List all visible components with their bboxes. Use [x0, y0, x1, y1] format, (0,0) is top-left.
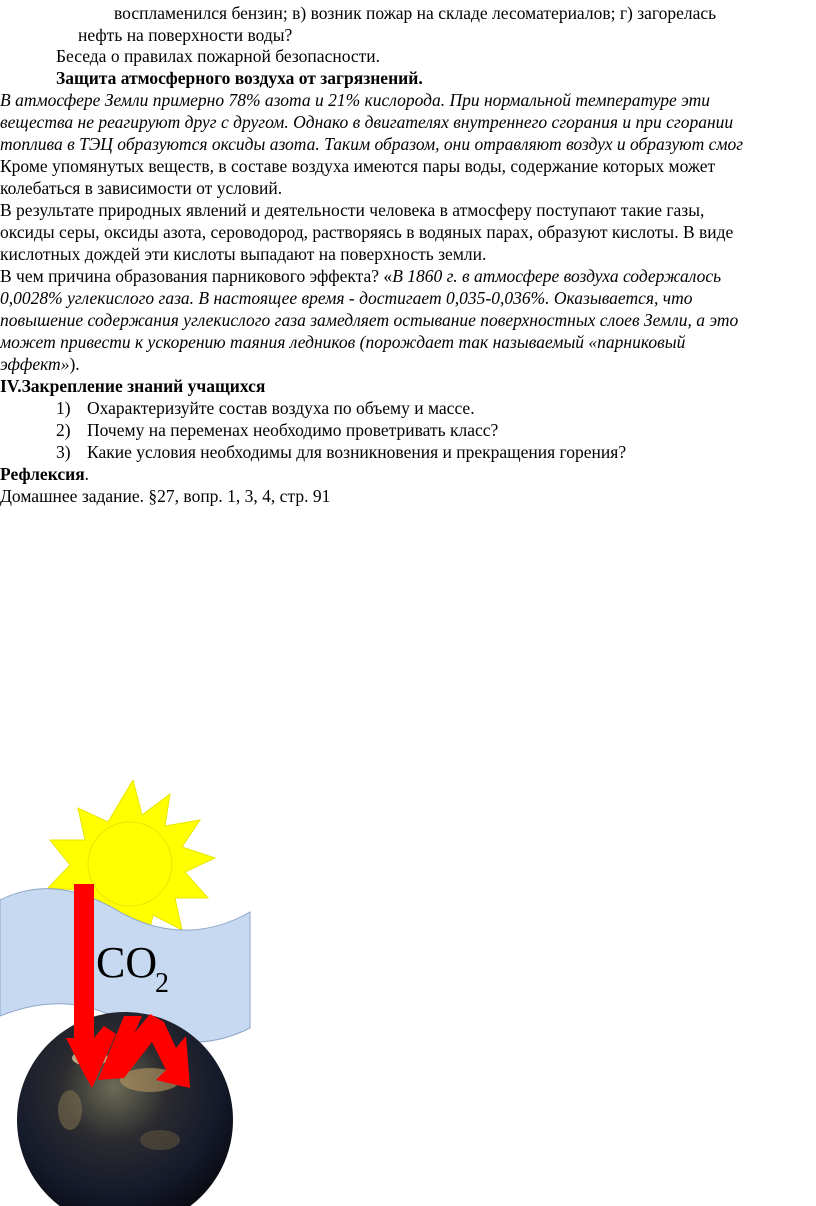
reflection-line [0, 463, 89, 485]
paragraph-greenhouse-line-4: может привести к ускорению таяния ледников (порождает так называемый «парниковый [0, 332, 686, 352]
heading-reinforcement: IV.Закрепление знаний учащихся [0, 376, 266, 396]
paragraph-greenhouse-line-5 [0, 353, 80, 375]
greenhouse-quote-end: эффект» [0, 354, 70, 374]
paragraph-atmosphere-line-1: В атмосфере Земли примерно 78% азота и 21% кислорода. При нормальной температуре эти [0, 90, 711, 110]
paragraph-greenhouse-line-1 [0, 265, 721, 287]
reflection-label: Рефлексия [0, 464, 85, 484]
reflection-dot: . [84, 464, 90, 484]
question-2: Почему на переменах необходимо проветривать класс? [87, 420, 499, 440]
co2-text: CO [96, 938, 158, 987]
paragraph-acid-rain-line-3: кислотных дождей эти кислоты выпадают на поверхность земли. [0, 244, 487, 264]
question-number-1: 1) [56, 398, 71, 418]
paragraph-atmosphere-line-3: топлива в ТЭЦ образуются оксиды азота. Таким образом, они отравляют воздух и образуют смог [0, 134, 744, 154]
text-line-fire-cases: воспламенился бензин; в) возник пожар на складе лесоматериалов; г) загорелась [114, 3, 717, 23]
paragraph-acid-rain-line-2: оксиды серы, оксиды азота, сероводород, растворяясь в водяных парах, образуют кислоты. В виде [0, 222, 734, 242]
paragraph-acid-rain-line-1: В результате природных явлений и деятельности человека в атмосферу поступают такие газы, [0, 200, 705, 220]
question-number-3: 3) [56, 442, 71, 462]
greenhouse-effect-illustration [0, 780, 260, 1206]
paragraph-greenhouse-line-3: повышение содержания углекислого газа замедляет остывание поверхностных слоев Земли, а это [0, 310, 739, 330]
question-3: Какие условия необходимы для возникновения и прекращения горения? [87, 442, 627, 462]
co2-subscript: 2 [155, 968, 169, 999]
paragraph-greenhouse-line-2: 0,0028% углекислого газа. В настоящее время - достигает 0,035-0,036%. Оказывается, что [0, 288, 693, 308]
homework-line: Домашнее задание. §27, вопр. 1, 3, 4, стр. 91 [0, 486, 331, 506]
paragraph-vapors-line-1: Кроме упомянутых веществ, в составе воздуха имеются пары воды, содержание которых может [0, 156, 716, 176]
text-line-oil-on-water: нефть на поверхности воды? [78, 25, 293, 45]
greenhouse-closing-paren: ). [69, 354, 80, 374]
heading-air-protection: Защита атмосферного воздуха от загрязнений. [56, 68, 423, 88]
question-1: Охарактеризуйте состав воздуха по объему и массе. [87, 398, 475, 418]
greenhouse-quote-start: В 1860 г. в атмосфере воздуха содержалось [392, 266, 722, 286]
greenhouse-question: В чем причина образования парникового эффекта? « [0, 266, 393, 286]
paragraph-atmosphere-line-2: вещества не реагируют друг с другом. Однако в двигателях внутреннего сгорания и при сгорании [0, 112, 734, 132]
question-number-2: 2) [56, 420, 71, 440]
text-line-fire-safety-talk: Беседа о правилах пожарной безопасности. [56, 46, 381, 66]
paragraph-vapors-line-2: колебаться в зависимости от условий. [0, 178, 283, 198]
